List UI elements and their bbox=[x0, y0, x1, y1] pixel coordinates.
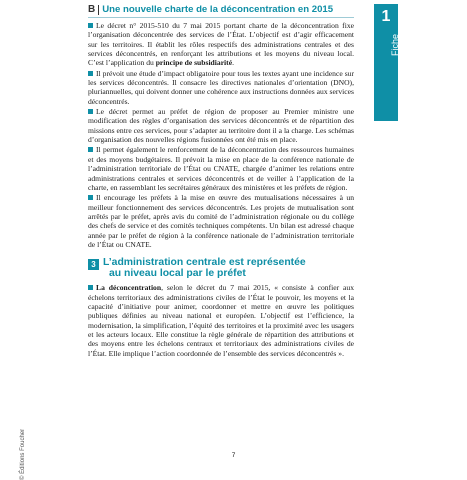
paragraph-text: Le décret permet au préfet de région de proposer au Premier ministre une modification des règles d’organisation des services déconcentrés et de répartition des missions entre ces services, pour s’adapter au territoire dont il a la charge. Les schémas d’organisation des nouvelles régions fusionnées ont été mis en place. bbox=[88, 107, 354, 145]
bullet-square-icon bbox=[88, 147, 93, 152]
section-divider bbox=[98, 5, 99, 15]
paragraph-text: Le décret n° 2015-510 du 7 mai 2015 portant charte de la déconcentration fixe l’organisation déconcentrée des services de l’État. L’objectif est d’agir efficacement sur les territoires. Il établit les rôles respectifs des administrations centrales et des services déconcentrés, en renforçant les attributions et les moyens du niveau local. C’est l’application du bbox=[88, 21, 354, 68]
fiche-number: 1 bbox=[381, 8, 391, 25]
bullet-square-icon bbox=[88, 195, 93, 200]
subsection-number: 3 bbox=[88, 259, 99, 270]
section-letter: B bbox=[88, 4, 96, 15]
paragraph bbox=[88, 283, 354, 358]
bullet-square-icon bbox=[88, 71, 93, 76]
paragraph bbox=[88, 21, 354, 68]
subsection-header bbox=[88, 257, 354, 279]
fiche-tab bbox=[374, 4, 398, 121]
paragraph-text: Il encourage les préfets à la mise en œuvre des mutualisations nécessaires à un meilleur fonctionnement des services déconcentrés. Les projets de mutualisation sont arrêtés par le préfet, après avis du comité de l’administration régionale ou du collège des chefs de service et des comités techniques compétents. Un bilan est adressé chaque année par le préfet de région à la conférence nationale de l’administration territoriale de l’État ou CNATE. bbox=[88, 193, 354, 249]
paragraph-text: Il prévoit une étude d’impact obligatoire pour tous les textes ayant une incidence sur les services déconcentrés. Il consacre les directives nationales d’orientation (DNO), pluriannuelles, qui doivent donner une cohérence aux instructions données aux services déconcentrés. bbox=[88, 68, 354, 106]
copyright-notice: © Éditions Foucher bbox=[20, 428, 26, 480]
paragraph bbox=[88, 107, 354, 144]
bullet-square-icon bbox=[88, 285, 93, 290]
paragraph-text: Il permet également le renforcement de la déconcentration des ressources humaines et des moyens budgétaires. Il prévoit la mise en place de la conférence nationale de l’administration territoriale de l’État ou CNATE, chargée d’animer les relations entre administrations centrales et services déconcentrés et de veiller à l’application de la charte, en rassemblant les secrétaires généraux des ministères et les préfets de région. bbox=[88, 145, 354, 192]
paragraph-bold-term: La déconcentration bbox=[96, 283, 162, 293]
subsection-title bbox=[103, 257, 306, 279]
bullet-square-icon bbox=[88, 109, 93, 114]
page-number: 7 bbox=[231, 452, 236, 459]
paragraph bbox=[88, 145, 354, 192]
paragraph-tail: . bbox=[232, 58, 234, 68]
fiche-label: Fiche bbox=[390, 33, 400, 56]
paragraph-bold-term: principe de subsidiarité bbox=[155, 58, 233, 68]
paragraph-text: , selon le décret du 7 mai 2015, « consiste à confier aux échelons territoriaux des administrations civiles de l’État le pouvoir, les moyens et la capacité d’initiative pour animer, coordonner et mettre en œuvre les politiques publiques définies au niveau national et européen. L’objectif est l’efficience, la modernisation, la simplification, l’équité des territoires et la proximité avec les usagers et les acteurs locaux. Elle constitue la règle générale de répartition des attributions et des moyens entre les échelons centraux et territoriaux des administrations civiles de l’État. Elle implique l’action coordonnée de l’ensemble des services déconcentrés ». bbox=[88, 283, 354, 358]
section-header bbox=[88, 4, 354, 15]
subsection-title-line1: L’administration centrale est représentée bbox=[103, 257, 306, 269]
bullet-square-icon bbox=[88, 23, 93, 28]
section-rule bbox=[88, 17, 354, 18]
paragraph bbox=[88, 69, 354, 106]
main-column bbox=[88, 4, 354, 359]
section-title: Une nouvelle charte de la déconcentration en 2015 bbox=[102, 4, 334, 15]
paragraph bbox=[88, 193, 354, 249]
subsection-title-line2: au niveau local par le préfet bbox=[109, 268, 246, 280]
